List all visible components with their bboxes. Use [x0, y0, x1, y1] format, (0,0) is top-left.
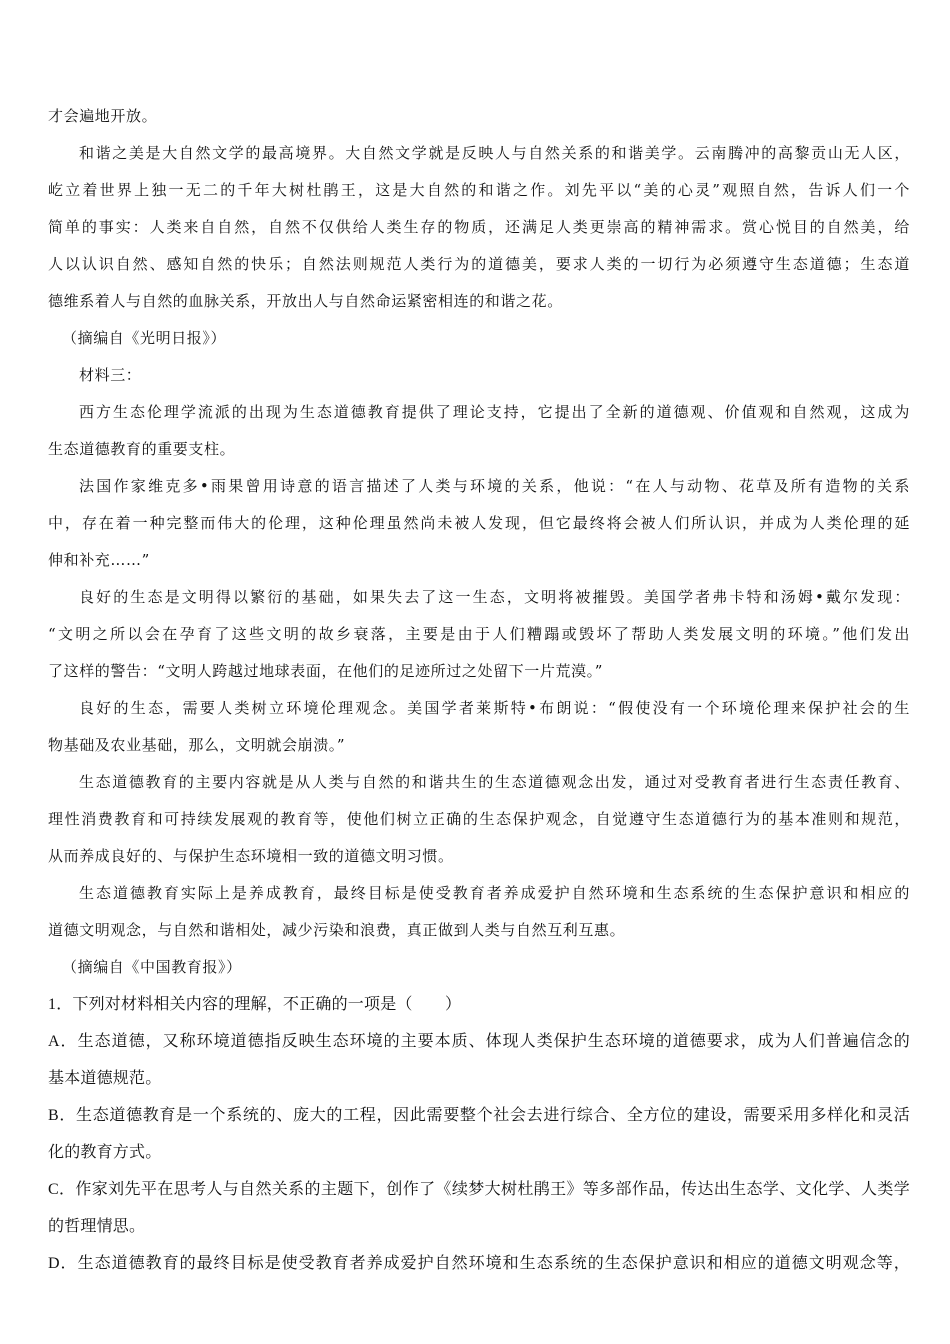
option-b-line: B．生态道德教育是一个系统的、庞大的工程，因此需要整个社会去进行综合、全方位的建设，需要采用多样化和灵活	[48, 1107, 910, 1124]
passage-line: 从而养成良好的、与保护生态环境相一致的道德文明习惯。	[48, 847, 454, 865]
passage-line: “文明之所以会在孕育了这些文明的故乡衰落，主要是由于人们糟蹋或毁坏了帮助人类发展文明的环境。”他们发出	[48, 625, 910, 643]
passage-line: 法国作家维克多•雨果曾用诗意的语言描述了人类与环境的关系，他说：“在人与动物、花草及所有造物的关系	[79, 477, 910, 495]
option-b-line: 化的教育方式。	[48, 1144, 162, 1161]
passage-line: 简单的事实：人类来自自然，自然不仅供给人类生存的物质，还满足人类更崇高的精神需求。赏心悦目的自然美，给	[48, 218, 910, 236]
option-a-line: 基本道德规范。	[48, 1070, 162, 1087]
option-c-line: 的哲理情思。	[48, 1218, 146, 1235]
passage-line: 生态道德教育的重要支柱。	[48, 440, 236, 458]
source-citation: （摘编自《中国教育报》）	[62, 958, 242, 976]
document-page	[48, 98, 910, 1282]
passage-line: 才会遍地开放。	[48, 107, 158, 125]
passage-line: 道德文明观念，与自然和谐相处，减少污染和浪费，真正做到人类与自然互利互惠。	[48, 921, 626, 939]
option-c-line: C．作家刘先平在思考人与自然关系的主题下，创作了《续梦大树杜鹃王》等多部作品，传达出生态学、文化学、人类学	[48, 1181, 910, 1198]
passage-line: 中，存在着一种完整而伟大的伦理，这种伦理虽然尚未被人发现，但它最终将会被人们所认识，并成为人类伦理的延	[48, 514, 910, 532]
passage-line: 生态道德教育的主要内容就是从人类与自然的和谐共生的生态道德观念出发，通过对受教育者进行生态责任教育、	[79, 773, 910, 791]
passage-line: 德维系着人与自然的血脉关系，开放出人与自然命运紧密相连的和谐之花。	[48, 292, 563, 310]
passage-line: 人以认识自然、感知自然的快乐；自然法则规范人类行为的道德美，要求人类的一切行为必须遵守生态道德；生态道	[48, 255, 910, 273]
passage-line: 伸和补充……”	[48, 551, 150, 569]
question-block	[48, 986, 910, 1282]
passage-body	[48, 98, 910, 986]
question-stem: 1．下列对材料相关内容的理解，不正确的一项是（ ）	[48, 996, 462, 1013]
passage-line: 屹立着世界上独一无二的千年大树杜鹃王，这是大自然的和谐之作。刘先平以“美的心灵”观照自然，告诉人们一个	[48, 181, 910, 199]
passage-line: 物基础及农业基础，那么，文明就会崩溃。”	[48, 736, 346, 754]
source-citation: （摘编自《光明日报》）	[62, 329, 227, 347]
passage-line: 良好的生态是文明得以繁衍的基础，如果失去了这一生态，文明将被摧毁。美国学者弗卡特和汤姆•戴尔发现：	[79, 588, 910, 606]
passage-line: 西方生态伦理学流派的出现为生态道德教育提供了理论支持，它提出了全新的道德观、价值观和自然观，这成为	[79, 403, 910, 421]
option-d-line: D．生态道德教育的最终目标是使受教育者养成爱护自然环境和生态系统的生态保护意识和相应的道德文明观念等，	[48, 1255, 910, 1272]
passage-line: 和谐之美是大自然文学的最高境界。大自然文学就是反映人与自然关系的和谐美学。云南腾冲的高黎贡山无人区，	[79, 144, 910, 162]
section-heading: 材料三：	[79, 366, 142, 384]
passage-line: 了这样的警告：“文明人跨越过地球表面，在他们的足迹所过之处留下一片荒漠。”	[48, 662, 604, 680]
option-a-line: A．生态道德，又称环境道德指反映生态环境的主要本质、体现人类保护生态环境的道德要求，成为人们普遍信念的	[48, 1033, 910, 1050]
passage-line: 理性消费教育和可持续发展观的教育等，使他们树立正确的生态保护观念，自觉遵守生态道德行为的基本准则和规范，	[48, 810, 910, 828]
passage-line: 生态道德教育实际上是养成教育，最终目标是使受教育者养成爱护自然环境和生态系统的生态保护意识和相应的	[79, 884, 910, 902]
passage-line: 良好的生态，需要人类树立环境伦理观念。美国学者莱斯特•布朗说：“假使没有一个环境伦理来保护社会的生	[79, 699, 910, 717]
